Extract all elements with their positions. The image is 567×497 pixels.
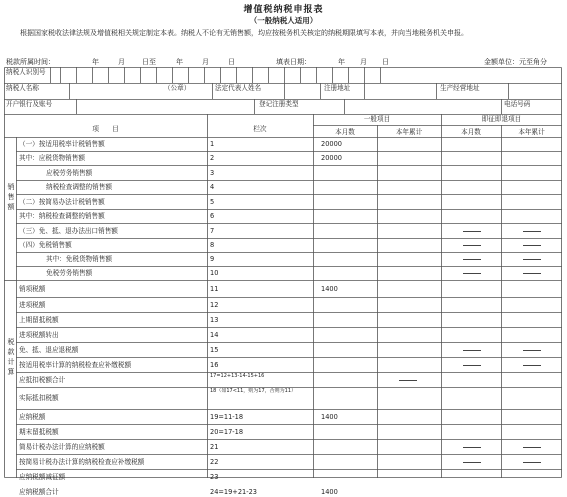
row-line-number: 17=12+13-14-15+16: [210, 373, 265, 379]
fill-day: 日: [382, 58, 389, 66]
company-seal: （公章）: [164, 84, 191, 92]
not-applicable-dash: [523, 273, 541, 274]
row-item-label: 其中：纳税检查调整的销售额: [19, 212, 105, 220]
legal-rep-label: 法定代表人姓名: [215, 84, 262, 92]
row-line-number: 10: [210, 269, 219, 277]
row-item-label: 纳税检查调整的销售额: [46, 183, 112, 191]
row-general-month-value: 1400: [321, 412, 338, 421]
bank-account-label: 开户银行及账号: [6, 100, 53, 108]
row-item-label: 免、抵、退应退税额: [19, 345, 79, 354]
reg-address-label: 注册地址: [324, 84, 351, 92]
row-item-label: 应税劳务销售额: [46, 168, 93, 177]
not-applicable-dash: [523, 365, 541, 366]
phone-label: 电话号码: [504, 100, 531, 108]
row-item-label: 按简易计税办法计算的纳税检查应补缴税额: [19, 457, 145, 466]
not-applicable-dash: [523, 231, 541, 232]
not-applicable-dash: [463, 245, 481, 246]
row-line-number: 15: [210, 345, 219, 354]
row-item-label: 期末留抵税额: [19, 427, 59, 436]
row-line-number: 18（如17<11，则为17，否则为11）: [210, 388, 297, 394]
period-from-year: 年: [92, 58, 99, 66]
row-item-label: 简易计税办法计算的应纳税额: [19, 442, 105, 451]
taxpayer-id-label: 纳税人识别号: [6, 68, 46, 76]
row-item-label: 销项税额: [19, 284, 46, 293]
period-from-month: 月: [118, 58, 125, 66]
not-applicable-dash: [463, 231, 481, 232]
not-applicable-dash: [523, 259, 541, 260]
reg-type-label: 登记注册类型: [259, 100, 299, 108]
row-item-label: 其中：应税货物销售额: [19, 154, 85, 162]
row-line-number: 21: [210, 442, 219, 451]
declaration-table: [4, 67, 562, 496]
row-line-number: 3: [210, 168, 215, 177]
item-column-header: 项 目: [92, 125, 119, 133]
row-item-label: 应纳税额: [19, 412, 46, 421]
row-item-label: 其中：免税货物销售额: [46, 255, 112, 263]
not-applicable-dash: [523, 245, 541, 246]
general-items-header: 一般项目: [363, 115, 391, 123]
row-line-number: 16: [210, 360, 219, 369]
row-line-number: 4: [210, 183, 215, 191]
intro-text: 根据国家税收法律法规及增值税相关规定制定本表。纳税人不论有无销售额，均应按税务机关核定的纳税期限填写本表，并向当地税务机关申报。: [20, 29, 468, 37]
row-line-number: 14: [210, 330, 219, 339]
not-applicable-dash: [463, 462, 481, 463]
form-title: 增值税纳税申报表: [243, 5, 324, 15]
biz-address-label: 生产经营地址: [440, 84, 480, 92]
line-no-column-header: 栏次: [253, 125, 267, 133]
period-to-year: 年: [176, 58, 183, 66]
row-line-number: 1: [210, 140, 215, 148]
row-general-month-value: 1400: [321, 487, 338, 496]
immediate-refund-header: 即征即退项目: [481, 115, 522, 123]
row-line-number: 5: [210, 197, 215, 206]
row-line-number: 7: [210, 226, 215, 235]
period-from-day: 日至: [142, 58, 156, 66]
row-item-label: 进项税额: [19, 300, 46, 309]
not-applicable-dash: [463, 350, 481, 351]
row-general-month-value: 20000: [321, 140, 342, 148]
not-applicable-dash: [463, 273, 481, 274]
fill-month: 月: [360, 58, 367, 66]
row-line-number: 13: [210, 315, 219, 324]
amount-unit: 金额单位：元至角分: [484, 58, 547, 66]
row-line-number: 12: [210, 300, 219, 309]
refund-month-header: 本月数: [461, 128, 481, 136]
tax-section-label: 税 款 计 算: [7, 338, 15, 376]
row-general-month-value: 1400: [321, 284, 338, 293]
row-line-number: 24=19+21-23: [210, 487, 257, 496]
row-item-label: 上期留抵税额: [19, 315, 59, 324]
row-line-number: 6: [210, 212, 215, 220]
row-line-number: 9: [210, 255, 215, 263]
period-to-month: 月: [202, 58, 209, 66]
row-item-label: 进项税额转出: [19, 330, 59, 339]
fill-date-label: 填表日期：: [276, 58, 311, 66]
row-line-number: 23: [210, 472, 219, 481]
row-line-number: 2: [210, 154, 215, 162]
general-month-header: 本月数: [335, 128, 355, 136]
row-item-label: 应抵扣税额合计: [19, 375, 66, 384]
row-item-label: 应纳税额减征额: [19, 472, 66, 481]
row-line-number: 8: [210, 241, 215, 249]
row-line-number: 19=11-18: [210, 412, 244, 421]
not-applicable-dash: [463, 447, 481, 448]
row-item-label: （一）按适用税率计税销售额: [19, 140, 105, 148]
refund-ytd-header: 本年累计: [518, 128, 545, 136]
row-item-label: （四）免税销售额: [19, 241, 72, 249]
row-line-number: 22: [210, 457, 219, 466]
fill-year: 年: [338, 58, 345, 66]
row-item-label: 应纳税额合计: [19, 487, 59, 496]
period-label: 税款所属时间：: [6, 58, 55, 66]
not-applicable-dash: [463, 259, 481, 260]
not-applicable-dash: [399, 380, 417, 381]
row-item-label: 免税劳务销售额: [46, 269, 93, 277]
sales-section-label: 销 售 额: [7, 183, 15, 211]
taxpayer-name-label: 纳税人名称: [6, 84, 39, 92]
row-item-label: 实际抵扣税额: [19, 394, 59, 402]
not-applicable-dash: [523, 447, 541, 448]
row-item-label: （三）免、抵、退办法出口销售额: [19, 226, 118, 235]
row-line-number: 11: [210, 284, 219, 293]
not-applicable-dash: [523, 350, 541, 351]
not-applicable-dash: [463, 365, 481, 366]
row-item-label: 按适用税率计算的纳税检查应补缴税额: [19, 360, 132, 369]
not-applicable-dash: [523, 462, 541, 463]
row-line-number: 20=17-18: [210, 427, 244, 436]
row-general-month-value: 20000: [321, 154, 342, 162]
form-subtitle: （一般纳税人适用）: [249, 16, 318, 25]
general-ytd-header: 本年累计: [395, 128, 423, 136]
period-to-day: 日: [228, 58, 235, 66]
row-item-label: （二）按简易办法计税销售额: [19, 197, 105, 206]
